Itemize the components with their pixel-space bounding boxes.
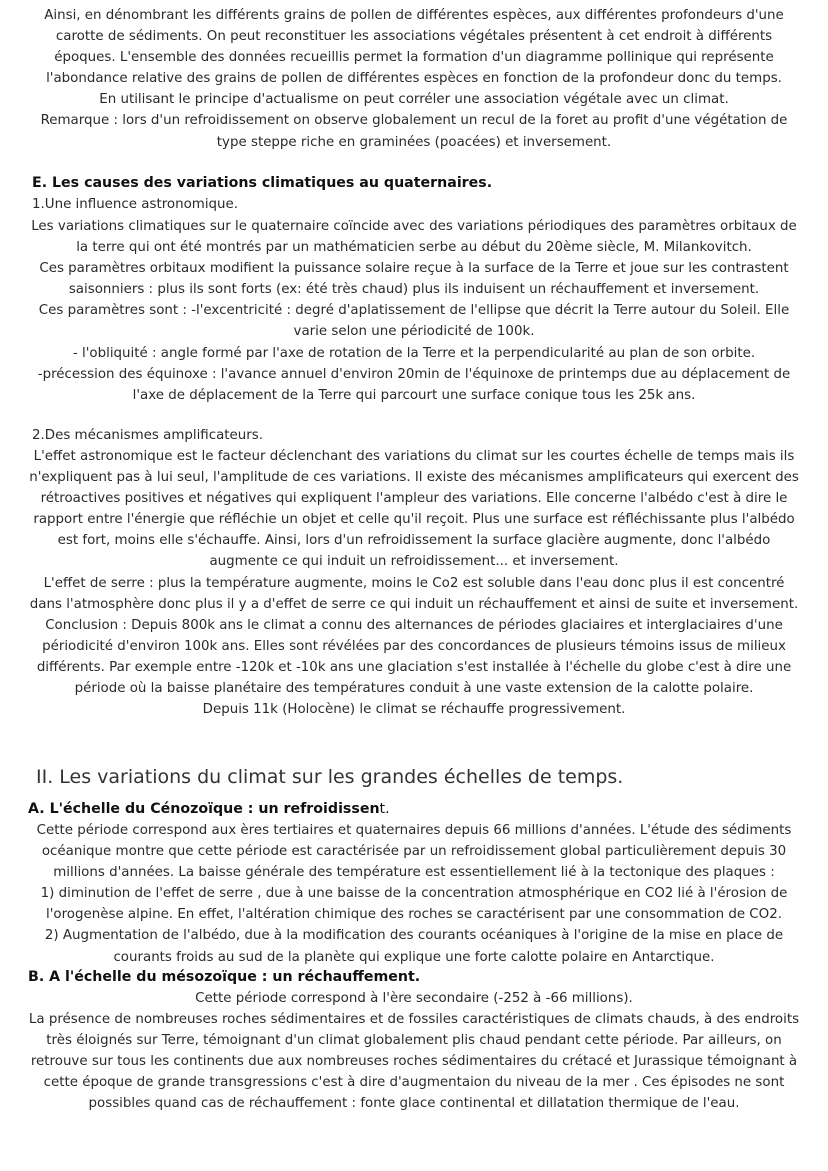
intro-text-1: Ainsi, en dénombrant les différents grains de pollen de différentes espèces, aux différentes profondeurs d'une carotte de sédiments. On peut reconstituer les associations végétales présentent à cet endroit à différents époques. L'ensemble des données recueillis permet la formation d'un diagramme pollinique qui représente l'abondance relative des grains de pollen de différentes espèces en fonction de la profondeur donc du temps. [44, 8, 784, 87]
section-b-body [26, 988, 802, 1115]
section-e-text-2: Ces paramètres orbitaux modifient la puissance solaire reçue à la surface de la Terre et joue sur les contrastent saisonniers : plus ils sont forts (ex: été très chaud) plus ils induisent un réchauffement et inversement. [39, 261, 789, 298]
section-a-heading-bold: A. L'échelle du Cénozoïque : un refroidissen [28, 801, 380, 817]
section-e-text-6: L'effet astronomique est le facteur déclenchant des variations du climat sur les courtes échelle de temps mais ils n'expliquent pas à lui seul, l'amplitude de ces variations. Il existe des mécanismes amplificateurs qui exercent des rétroactives positives et négatives qui expliquent l'ampleur des variations. Elle concerne l'albédo c'est à dire le rapport entre l'énergie que réfléchie un objet et celle qu'il reçoit. Plus une surface est réfléchissante plus l'albédo est fort, moins elle s'échauffe. Ainsi, lors d'un refroidissement la surface glacière augmente, donc l'albédo augmente ce qui induit un refroidissement... et inversement. [29, 449, 799, 570]
intro-paragraph [26, 5, 802, 153]
section-e-sub1: 1.Une influence astronomique. [32, 197, 239, 212]
section-e-heading: E. Les causes des variations climatiques au quaternaires. [32, 175, 493, 191]
section-e-body-1 [26, 216, 802, 406]
section-a-body [26, 820, 802, 968]
section-e-text-1: Les variations climatiques sur le quaternaire coïncide avec des variations périodiques des paramètres orbitaux de la terre qui ont été montrés par un mathématicien serbe au début du 20ème siècle, M. Milankovitch. [31, 219, 797, 256]
section-e-body-2 [26, 446, 802, 720]
section-e-sub2: 2.Des mécanismes amplificateurs. [32, 428, 264, 443]
section-e-text-9: Depuis 11k (Holocène) le climat se réchauffe progressivement. [202, 702, 626, 718]
section-a-text-2: 1) diminution de l'effet de serre , due à une baisse de la concentration atmosphérique en CO2 lié à l'érosion de l'orogenèse alpine. En effet, l'altération chimique des roches se caractérisent par une consommation de CO2. [40, 886, 788, 923]
section-e-text-8: Conclusion : Depuis 800k ans le climat a connu des alternances de périodes glaciaires et interglaciaires d'une périodicité d'environ 100k ans. Elles sont révélées par des concordances de plusieurs témoins issus de milieux différents. Par exemple entre -120k et -10k ans une glaciation s'est installée à l'échelle du globe c'est à dire une période où la baisse planétaire des températures conduit à une vaste extension de la calotte polaire. [36, 617, 792, 697]
section-a-heading [28, 799, 804, 820]
section-b-text-2: La présence de nombreuses roches sédimentaires et de fossiles caractéristiques de climats chauds, à des endroits très éloignés sur Terre, témoignant d'un climat globalement plis chaud pendant cette période. Par ailleurs, on retrouve sur tous les continents due aux nombreuses roches sédimentaires du crétacé et Jurassique témoignant à cette époque de grande transgressions c'est à dire d'augmentaion du niveau de la mer . Ces épisodes ne sont possibles quand cas de réchauffement : fonte glace continental et dillatation thermique de l'eau. [28, 1012, 800, 1112]
section-a-text-1: Cette période correspond aux ères tertiaires et quaternaires depuis 66 millions d'années. L'étude des sédiments océanique montre que cette période est caractérisée par un refroidissement global particulièrement depuis 30 millions d'années. La baisse générale des température est essentiellement lié à la tectonique des plaques : [36, 823, 792, 881]
intro-text-3: Remarque : lors d'un refroidissement on observe globalement un recul de la foret au profit d'une végétation de type steppe riche en graminées (poacées) et inversement. [40, 113, 788, 150]
section-e-text-4: - l'obliquité : angle formé par l'axe de rotation de la Terre et la perpendicularité au plan de son orbite. [72, 345, 756, 361]
section-b-heading: B. A l'échelle du mésozoïque : un réchauffement. [28, 969, 421, 985]
section-b-text-1: Cette période correspond à l'ère secondaire (-252 à -66 millions). [195, 991, 633, 1006]
section-a-heading-tail: t. [379, 801, 390, 817]
part-ii-title: II. Les variations du climat sur les grandes échelles de temps. [36, 766, 624, 788]
section-e-text-5: -précession des équinoxe : l'avance annuel d'environ 20min de l'équinoxe de printemps due au déplacement de l'axe de déplacement de la Terre qui parcourt une surface conique tous les 25k ans. [37, 366, 791, 403]
section-e-text-3: Ces paramètres sont : -l'excentricité : degré d'aplatissement de l'ellipse que décrit la Terre autour du Soleil. Elle varie selon une périodicité de 100k. [38, 303, 790, 340]
section-a-text-3: 2) Augmentation de l'albédo, due à la modification des courants océaniques à l'origine de la mise en place de courants froids au sud de la planète qui explique une forte calotte polaire en Antarctique. [44, 928, 784, 965]
intro-text-2: En utilisant le principe d'actualisme on peut corréler une association végétale avec un climat. [99, 92, 729, 108]
section-e-text-7: L'effet de serre : plus la température augmente, moins le Co2 est soluble dans l'eau donc plus il est concentré dans l'atmosphère donc plus il y a d'effet de serre ce qui induit un réchauffement et ainsi de suite et inversement. [29, 575, 799, 612]
